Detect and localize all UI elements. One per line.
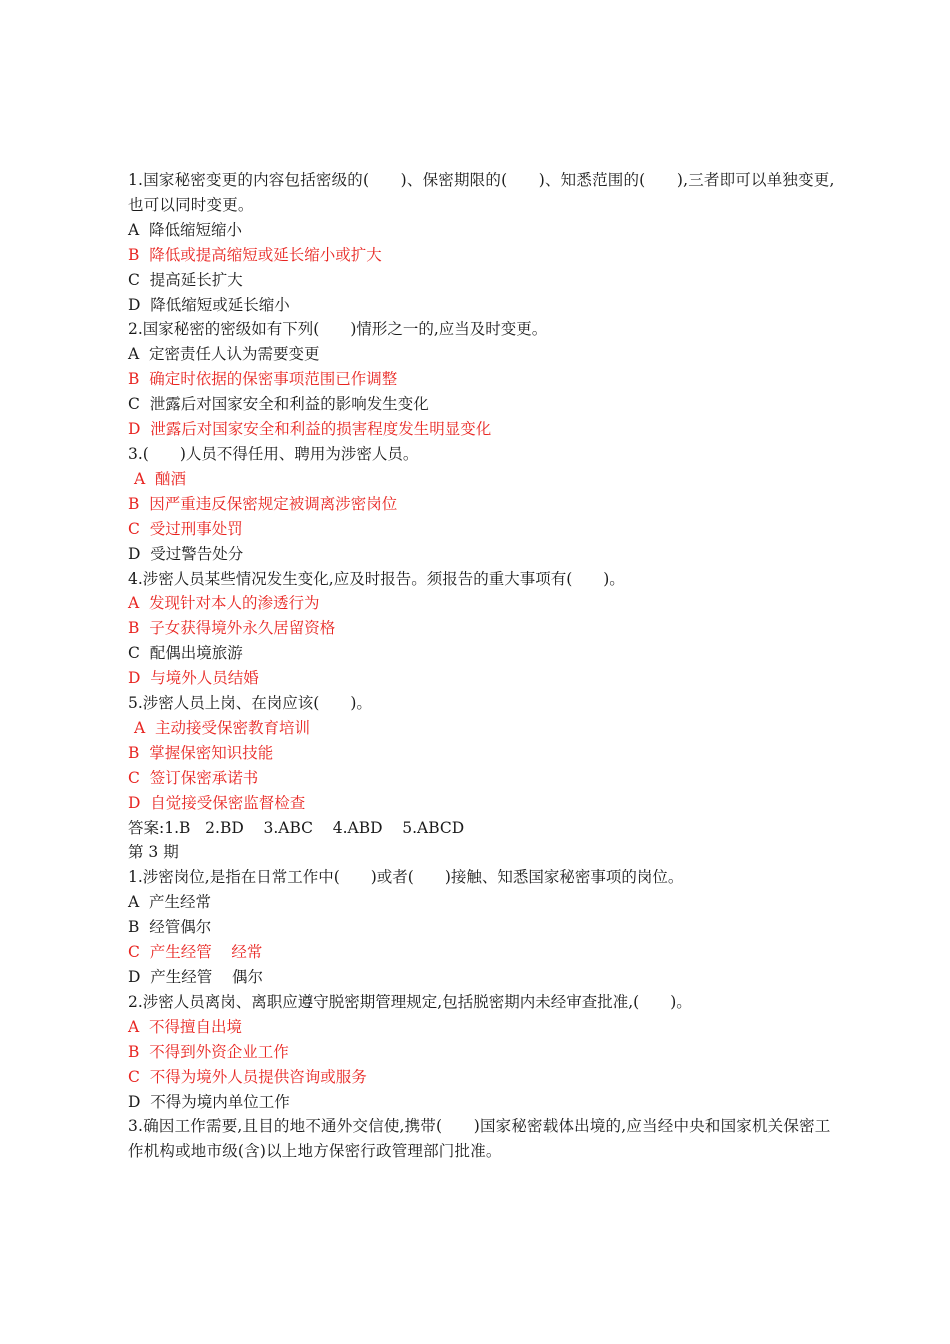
p3-q2-stem: 2.涉密人员离岗、离职应遵守脱密期管理规定,包括脱密期内未经审查批准,( )。 bbox=[128, 992, 692, 1011]
document-page bbox=[128, 168, 838, 1164]
p3-q1-stem: 1.涉密岗位,是指在日常工作中( )或者( )接触、知悉国家秘密事项的岗位。 bbox=[128, 868, 684, 887]
q5-option-a: A 主动接受保密教育培训 bbox=[134, 718, 311, 737]
q2-option-b: B 确定时依据的保密事项范围已作调整 bbox=[128, 370, 398, 389]
q4-option-c: C 配偶出境旅游 bbox=[128, 644, 243, 663]
p3-q2-option-d: D 不得为境内单位工作 bbox=[128, 1092, 290, 1111]
q2-option-c: C 泄露后对国家安全和利益的影响发生变化 bbox=[128, 395, 429, 414]
q3-option-d: D 受过警告处分 bbox=[128, 544, 244, 563]
p3-q1-option-c: C 产生经管 经常 bbox=[128, 943, 263, 962]
q4-option-b: B 子女获得境外永久居留资格 bbox=[128, 619, 336, 638]
p3-q1-option-a: A 产生经常 bbox=[128, 893, 212, 912]
q5-option-c: C 签订保密承诺书 bbox=[128, 768, 259, 787]
q5-option-d: D 自觉接受保密监督检查 bbox=[128, 793, 306, 812]
q5-option-b: B 掌握保密知识技能 bbox=[128, 743, 274, 762]
q4-option-d: D 与境外人员结婚 bbox=[128, 669, 259, 688]
q3-option-b: B 因严重违反保密规定被调离涉密岗位 bbox=[128, 494, 398, 513]
p3-q2-option-b: B 不得到外资企业工作 bbox=[128, 1042, 289, 1061]
q2-stem: 2.国家秘密的密级如有下列( )情形之一的,应当及时变更。 bbox=[128, 320, 548, 339]
q1-option-d: D 降低缩短或延长缩小 bbox=[128, 295, 290, 314]
p3-q2-option-a: A 不得擅自出境 bbox=[128, 1017, 243, 1036]
q1-option-b: B 降低或提高缩短或延长缩小或扩大 bbox=[128, 245, 382, 264]
q2-option-d: D 泄露后对国家安全和利益的损害程度发生明显变化 bbox=[128, 420, 492, 439]
q2-option-a: A 定密责任人认为需要变更 bbox=[128, 345, 320, 364]
q4-option-a: A 发现针对本人的渗透行为 bbox=[128, 594, 320, 613]
q4-stem: 4.涉密人员某些情况发生变化,应及时报告。须报告的重大事项有( )。 bbox=[128, 569, 625, 588]
p3-q1-option-d: D 产生经管 偶尔 bbox=[128, 968, 263, 986]
q5-stem: 5.涉密人员上岗、在岗应该( )。 bbox=[128, 694, 372, 713]
p3-q3-stem: 3.确因工作需要,且目的地不通外交信使,携带( )国家秘密载体出境的,应当经中央和国家机关保密工作机构或地市级(含)以上地方保密行政管理部门批准。 bbox=[128, 1117, 831, 1161]
q3-stem: 3.( )人员不得任用、聘用为涉密人员。 bbox=[128, 444, 419, 463]
q3-option-c: C 受过刑事处罚 bbox=[128, 519, 243, 538]
answer-key: 答案:1.B 2.BD 3.ABC 4.ABD 5.ABCD bbox=[128, 818, 465, 837]
p3-q2-option-c: C 不得为境外人员提供咨询或服务 bbox=[128, 1067, 367, 1086]
issue-title: 第 3 期 bbox=[128, 843, 179, 862]
q1-stem: 1.国家秘密变更的内容包括密级的( )、保密期限的( )、知悉范围的( ),三者即可以单独变更,也可以同时变更。 bbox=[128, 171, 835, 214]
q1-option-a: A 降低缩短缩小 bbox=[128, 220, 243, 239]
q1-option-c: C 提高延长扩大 bbox=[128, 270, 243, 289]
q3-option-a: A 酗酒 bbox=[134, 469, 187, 488]
p3-q1-option-b: B 经管偶尔 bbox=[128, 918, 212, 937]
